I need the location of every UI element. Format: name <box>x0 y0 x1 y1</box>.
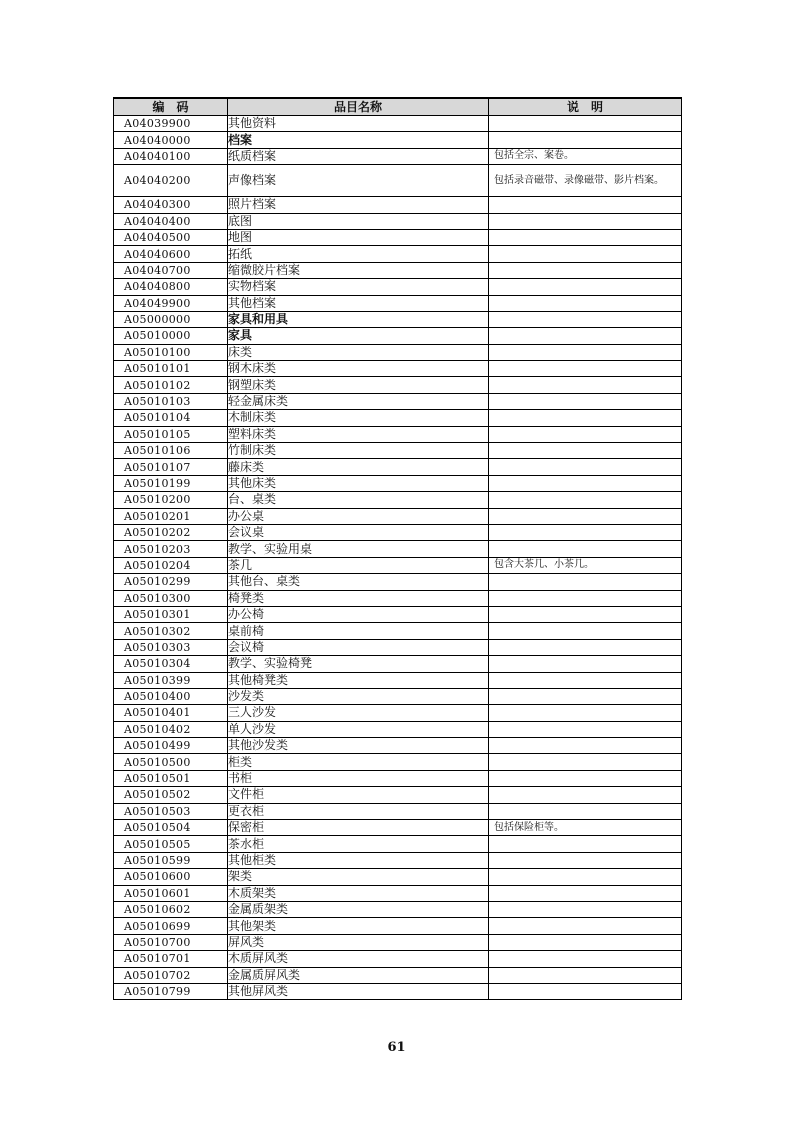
table-row <box>114 967 682 983</box>
item-name: 钢木床类 <box>228 361 489 377</box>
item-code: A04040000 <box>114 132 228 148</box>
item-name: 底图 <box>228 213 489 229</box>
item-description <box>489 132 682 148</box>
table-row <box>114 165 682 197</box>
table-row <box>114 623 682 639</box>
table-row <box>114 590 682 606</box>
item-code: A05010504 <box>114 820 228 836</box>
item-code: A05010202 <box>114 524 228 540</box>
item-description <box>489 116 682 132</box>
table-row <box>114 229 682 245</box>
item-description <box>489 721 682 737</box>
item-name: 竹制床类 <box>228 443 489 459</box>
item-code: A05010600 <box>114 869 228 885</box>
item-name: 办公桌 <box>228 508 489 524</box>
table-row <box>114 754 682 770</box>
item-code: A05010107 <box>114 459 228 475</box>
item-description <box>489 901 682 917</box>
item-code: A05010400 <box>114 688 228 704</box>
item-code: A05010503 <box>114 803 228 819</box>
item-code: A05010501 <box>114 770 228 786</box>
item-code: A04040800 <box>114 279 228 295</box>
table-row <box>114 426 682 442</box>
item-description: 包括全宗、案卷。 <box>489 148 682 164</box>
item-name: 椅凳类 <box>228 590 489 606</box>
page-number: 61 <box>387 1040 406 1055</box>
item-description <box>489 377 682 393</box>
item-name: 其他档案 <box>228 295 489 311</box>
table-row <box>114 983 682 999</box>
item-description <box>489 426 682 442</box>
item-description <box>489 492 682 508</box>
item-code: A05010203 <box>114 541 228 557</box>
table-row <box>114 672 682 688</box>
item-description <box>489 869 682 885</box>
table-row <box>114 148 682 164</box>
item-description <box>489 738 682 754</box>
item-description <box>489 852 682 868</box>
item-description <box>489 361 682 377</box>
item-code: A05010502 <box>114 787 228 803</box>
item-name: 家具 <box>228 328 489 344</box>
item-name: 家具和用具 <box>228 311 489 327</box>
item-name: 更衣柜 <box>228 803 489 819</box>
item-description <box>489 295 682 311</box>
table-row <box>114 606 682 622</box>
item-code: A05010204 <box>114 557 228 573</box>
item-description <box>489 672 682 688</box>
item-code: A05010104 <box>114 410 228 426</box>
item-description <box>489 590 682 606</box>
table-row <box>114 246 682 262</box>
item-name: 木制床类 <box>228 410 489 426</box>
table-row <box>114 197 682 213</box>
table-row <box>114 770 682 786</box>
item-code: A04040300 <box>114 197 228 213</box>
table-row <box>114 475 682 491</box>
item-description <box>489 754 682 770</box>
item-description <box>489 197 682 213</box>
item-description <box>489 951 682 967</box>
table-row <box>114 901 682 917</box>
table-row <box>114 344 682 360</box>
table-row <box>114 410 682 426</box>
table-row <box>114 377 682 393</box>
item-code: A04040600 <box>114 246 228 262</box>
item-code: A05010602 <box>114 901 228 917</box>
item-name: 钢塑床类 <box>228 377 489 393</box>
header-name: 品目名称 <box>228 98 489 116</box>
table-row <box>114 688 682 704</box>
item-description <box>489 885 682 901</box>
item-code: A05010201 <box>114 508 228 524</box>
item-description <box>489 934 682 950</box>
item-name: 文件柜 <box>228 787 489 803</box>
item-description <box>489 623 682 639</box>
item-description <box>489 656 682 672</box>
item-code: A05010300 <box>114 590 228 606</box>
table-row <box>114 393 682 409</box>
item-code: A05010301 <box>114 606 228 622</box>
item-description <box>489 459 682 475</box>
item-name: 书柜 <box>228 770 489 786</box>
table-row <box>114 524 682 540</box>
table-row <box>114 328 682 344</box>
catalog-table <box>113 97 682 1000</box>
item-code: A05010701 <box>114 951 228 967</box>
item-description <box>489 967 682 983</box>
item-code: A05010601 <box>114 885 228 901</box>
table-row <box>114 836 682 852</box>
item-name: 轻金属床类 <box>228 393 489 409</box>
item-code: A05010599 <box>114 852 228 868</box>
table-row <box>114 852 682 868</box>
table-row <box>114 934 682 950</box>
item-code: A04039900 <box>114 116 228 132</box>
item-code: A05010505 <box>114 836 228 852</box>
item-name: 教学、实验椅凳 <box>228 656 489 672</box>
item-code: A05010299 <box>114 574 228 590</box>
item-description <box>489 918 682 934</box>
table-row <box>114 639 682 655</box>
table-row <box>114 885 682 901</box>
item-code: A05010103 <box>114 393 228 409</box>
item-name: 其他床类 <box>228 475 489 491</box>
item-description: 包括录音磁带、录像磁带、影片档案。 <box>489 165 682 197</box>
item-code: A05010402 <box>114 721 228 737</box>
item-name: 其他沙发类 <box>228 738 489 754</box>
table-row <box>114 557 682 573</box>
item-code: A05010699 <box>114 918 228 934</box>
item-code: A04040700 <box>114 262 228 278</box>
item-description <box>489 836 682 852</box>
item-description <box>489 787 682 803</box>
header-code: 编 码 <box>114 98 228 116</box>
item-name: 拓纸 <box>228 246 489 262</box>
item-name: 保密柜 <box>228 820 489 836</box>
item-description <box>489 541 682 557</box>
item-description: 包括保险柜等。 <box>489 820 682 836</box>
item-description <box>489 410 682 426</box>
item-name: 其他架类 <box>228 918 489 934</box>
item-name: 木质屏风类 <box>228 951 489 967</box>
item-code: A05010200 <box>114 492 228 508</box>
table-row <box>114 132 682 148</box>
table-row <box>114 869 682 885</box>
item-code: A05010700 <box>114 934 228 950</box>
item-description <box>489 803 682 819</box>
item-code: A05010499 <box>114 738 228 754</box>
table-row <box>114 361 682 377</box>
item-name: 沙发类 <box>228 688 489 704</box>
item-code: A04040100 <box>114 148 228 164</box>
item-code: A05010000 <box>114 328 228 344</box>
item-name: 台、桌类 <box>228 492 489 508</box>
item-code: A04040400 <box>114 213 228 229</box>
item-name: 其他椅凳类 <box>228 672 489 688</box>
item-description <box>489 770 682 786</box>
item-description <box>489 574 682 590</box>
item-name: 茶几 <box>228 557 489 573</box>
item-code: A05010100 <box>114 344 228 360</box>
item-code: A05010401 <box>114 705 228 721</box>
item-code: A05010105 <box>114 426 228 442</box>
item-name: 塑料床类 <box>228 426 489 442</box>
item-name: 单人沙发 <box>228 721 489 737</box>
item-description <box>489 328 682 344</box>
item-description <box>489 524 682 540</box>
item-code: A04040500 <box>114 229 228 245</box>
item-name: 其他屏风类 <box>228 983 489 999</box>
item-name: 其他柜类 <box>228 852 489 868</box>
item-name: 缩微胶片档案 <box>228 262 489 278</box>
item-description <box>489 262 682 278</box>
table-row <box>114 295 682 311</box>
item-code: A05010500 <box>114 754 228 770</box>
item-name: 木质架类 <box>228 885 489 901</box>
item-description <box>489 246 682 262</box>
table-row <box>114 918 682 934</box>
item-name: 茶水柜 <box>228 836 489 852</box>
table-row <box>114 787 682 803</box>
item-name: 档案 <box>228 132 489 148</box>
item-name: 其他台、桌类 <box>228 574 489 590</box>
item-description <box>489 279 682 295</box>
table-row <box>114 951 682 967</box>
table-row <box>114 443 682 459</box>
item-code: A05000000 <box>114 311 228 327</box>
table-row <box>114 279 682 295</box>
item-description <box>489 705 682 721</box>
item-description <box>489 983 682 999</box>
item-name: 会议椅 <box>228 639 489 655</box>
table-row <box>114 705 682 721</box>
item-code: A05010101 <box>114 361 228 377</box>
item-name: 纸质档案 <box>228 148 489 164</box>
item-code: A04040200 <box>114 165 228 197</box>
item-code: A05010304 <box>114 656 228 672</box>
item-description <box>489 344 682 360</box>
table-row <box>114 820 682 836</box>
item-description <box>489 393 682 409</box>
item-code: A05010702 <box>114 967 228 983</box>
item-description <box>489 606 682 622</box>
item-name: 地图 <box>228 229 489 245</box>
item-name: 架类 <box>228 869 489 885</box>
table-row <box>114 262 682 278</box>
item-code: A05010799 <box>114 983 228 999</box>
item-name: 金属质架类 <box>228 901 489 917</box>
item-description <box>489 213 682 229</box>
item-description: 包含大茶几、小茶几。 <box>489 557 682 573</box>
table-row <box>114 803 682 819</box>
item-name: 桌前椅 <box>228 623 489 639</box>
table-body <box>114 116 682 1000</box>
table-row <box>114 541 682 557</box>
table-row <box>114 738 682 754</box>
item-name: 教学、实验用桌 <box>228 541 489 557</box>
item-name: 会议桌 <box>228 524 489 540</box>
item-description <box>489 639 682 655</box>
item-description <box>489 311 682 327</box>
table-row <box>114 311 682 327</box>
item-name: 柜类 <box>228 754 489 770</box>
item-code: A05010199 <box>114 475 228 491</box>
table-row <box>114 213 682 229</box>
header-desc: 说 明 <box>489 98 682 116</box>
item-name: 床类 <box>228 344 489 360</box>
item-code: A05010303 <box>114 639 228 655</box>
table-row <box>114 492 682 508</box>
table-row <box>114 459 682 475</box>
header-row <box>114 98 682 116</box>
item-name: 藤床类 <box>228 459 489 475</box>
table-row <box>114 116 682 132</box>
table-row <box>114 508 682 524</box>
item-name: 办公椅 <box>228 606 489 622</box>
item-name: 金属质屏风类 <box>228 967 489 983</box>
item-description <box>489 508 682 524</box>
item-code: A05010102 <box>114 377 228 393</box>
table-header <box>114 98 682 116</box>
item-description <box>489 688 682 704</box>
item-code: A05010399 <box>114 672 228 688</box>
table-row <box>114 656 682 672</box>
item-code: A04049900 <box>114 295 228 311</box>
item-code: A05010106 <box>114 443 228 459</box>
item-name: 三人沙发 <box>228 705 489 721</box>
item-description <box>489 229 682 245</box>
item-name: 照片档案 <box>228 197 489 213</box>
table-row <box>114 721 682 737</box>
item-description <box>489 443 682 459</box>
item-name: 屏风类 <box>228 934 489 950</box>
item-description <box>489 475 682 491</box>
item-code: A05010302 <box>114 623 228 639</box>
table-row <box>114 574 682 590</box>
item-name: 声像档案 <box>228 165 489 197</box>
item-name: 其他资料 <box>228 116 489 132</box>
item-name: 实物档案 <box>228 279 489 295</box>
